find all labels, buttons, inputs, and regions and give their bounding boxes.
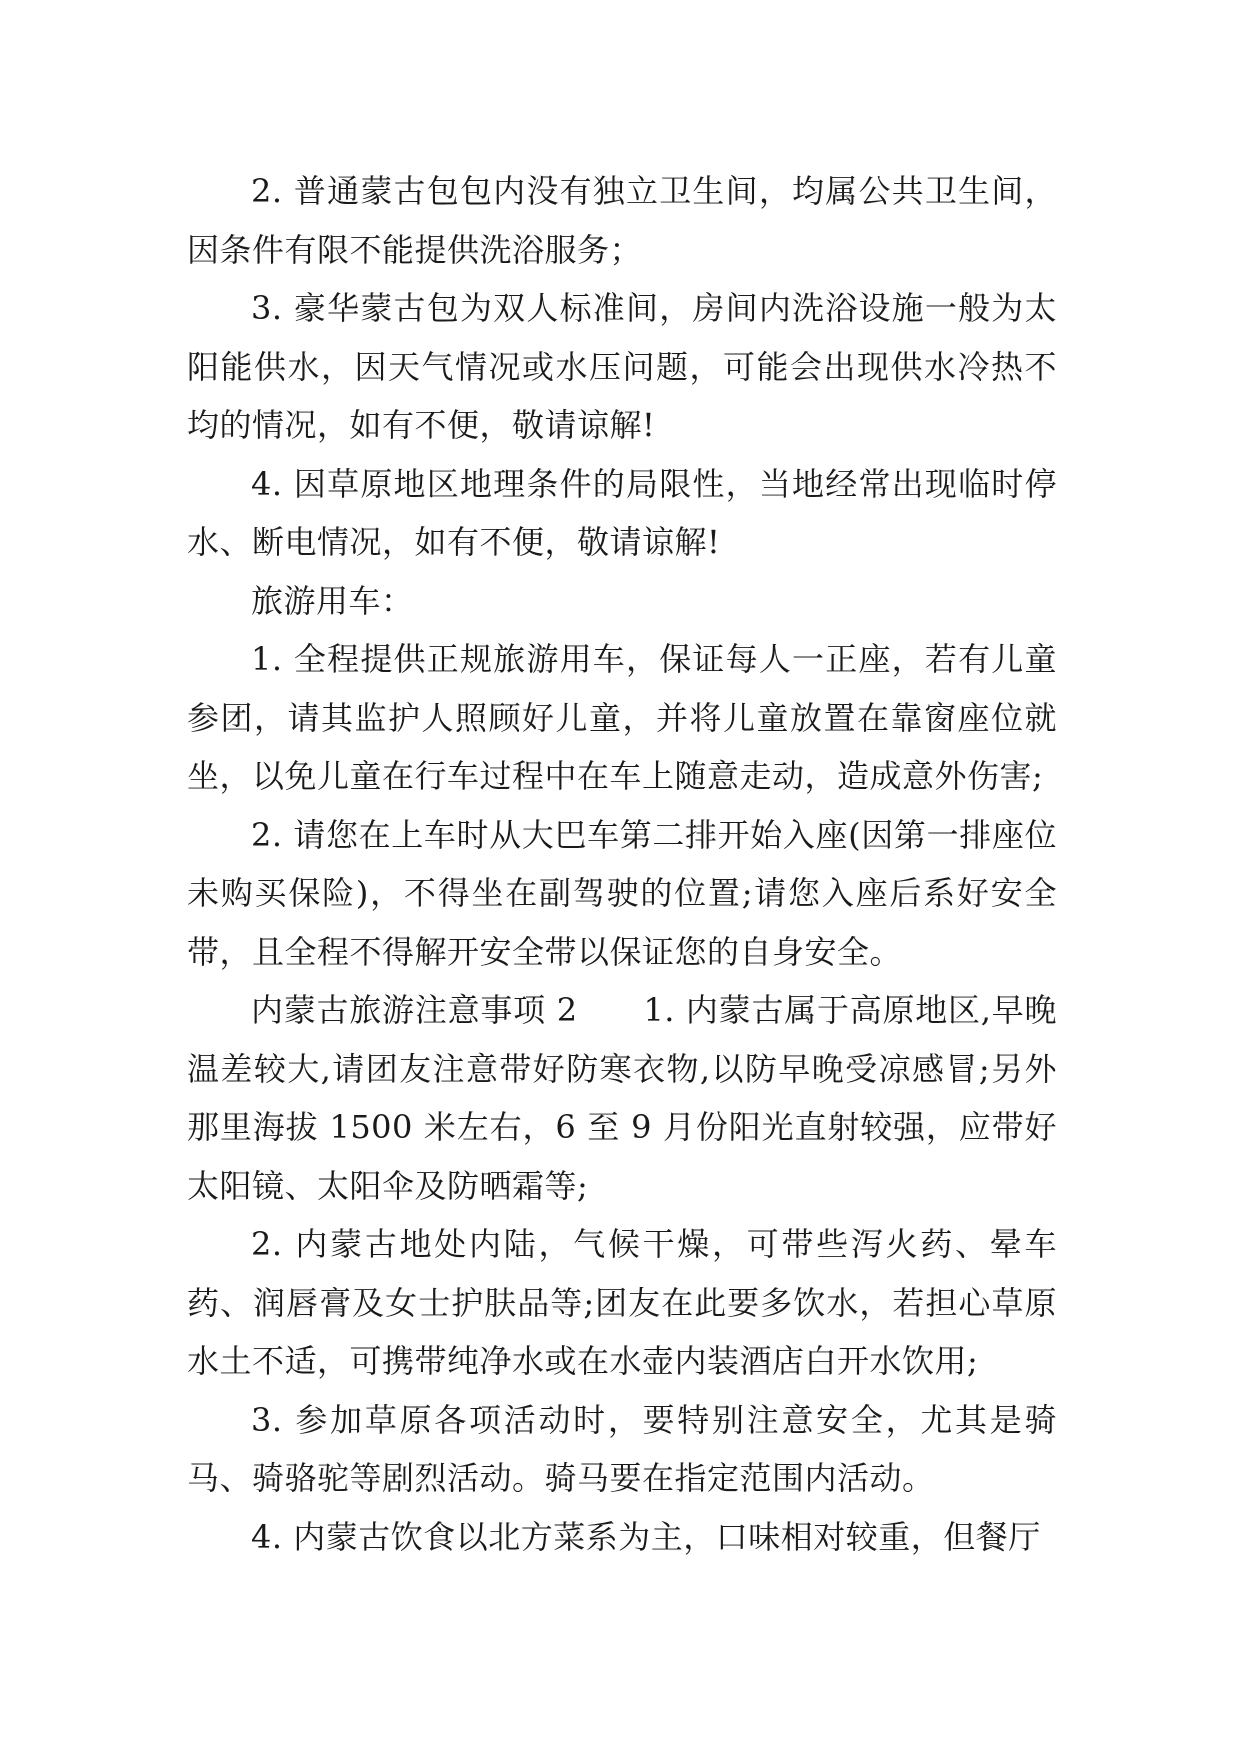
paragraph-food: 4. 内蒙古饮食以北方菜系为主，口味相对较重，但餐厅 (251, 1517, 1041, 1556)
paragraph-activity-safety: 3. 参加草原各项活动时，要特别注意安全，尤其是骑马、骑骆驼等剧烈活动。骑马要在指定范围内活动。 (187, 1400, 1057, 1497)
document-body (187, 162, 1057, 1566)
paragraph-luxury-yurt-water: 3. 豪华蒙古包为双人标准间，房间内洗浴设施一般为太阳能供水，因天气情况或水压问题，可能会出现供水冷热不均的情况，如有不便，敬请谅解! (187, 289, 1057, 444)
paragraph-standard-yurt-toilets: 2. 普通蒙古包包内没有独立卫生间，均属公共卫生间，因条件有限不能提供洗浴服务； (187, 172, 1057, 269)
paragraph-section-2-plateau: 内蒙古旅游注意事项 2 1. 内蒙古属于高原地区,早晚温差较大,请团友注意带好防寒衣物,以防早晚受凉感冒;另外那里海拔 1500 米左右，6 至 9 月份阳光直射较强，应带好太阳镜、太阳伞及防晒霜等; (187, 991, 1057, 1205)
section-heading-tour-vehicle: 旅游用车： (251, 581, 414, 620)
paragraph-dry-climate: 2. 内蒙古地处内陆，气候干燥，可带些泻火药、晕车药、润唇膏及女士护肤品等;团友在此要多饮水，若担心草原水土不适，可携带纯净水或在水壶内装酒店白开水饮用; (187, 1225, 1057, 1380)
paragraph-seat-belt: 2. 请您在上车时从大巴车第二排开始入座(因第一排座位未购买保险)，不得坐在副驾驶的位置;请您入座后系好安全带，且全程不得解开安全带以保证您的自身安全。 (187, 815, 1057, 971)
paragraph-power-water-outage: 4. 因草原地区地理条件的局限性，当地经常出现临时停水、断电情况，如有不便，敬请谅解! (187, 464, 1057, 561)
paragraph-vehicle-seating: 1. 全程提供正规旅游用车，保证每人一正座，若有儿童参团，请其监护人照顾好儿童，并将儿童放置在靠窗座位就坐，以免儿童在行车过程中在车上随意走动，造成意外伤害; (187, 640, 1057, 795)
